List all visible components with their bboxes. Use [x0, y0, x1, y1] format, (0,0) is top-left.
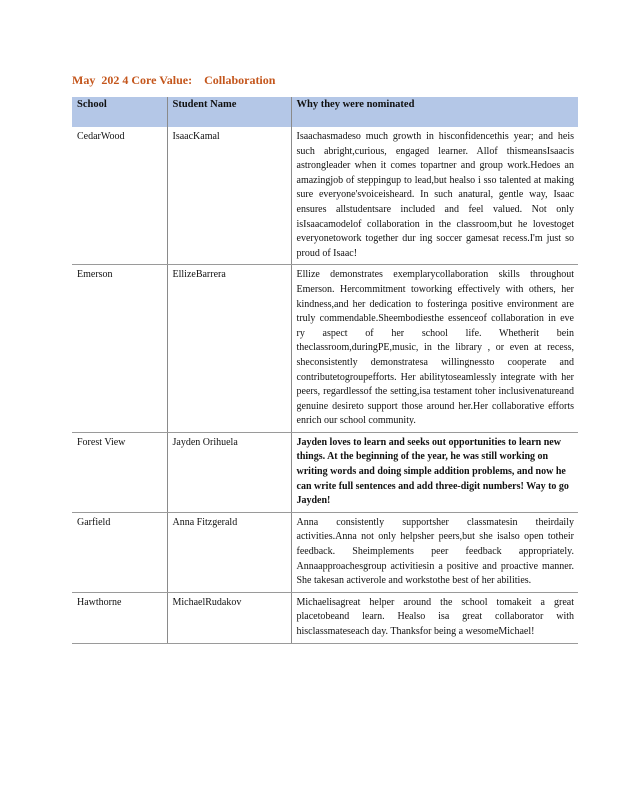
header-why-nominated: Why they were nominated: [291, 97, 578, 127]
school-cell: Hawthorne: [72, 592, 167, 643]
table-row: [72, 265, 578, 433]
nominations-table: [72, 97, 578, 644]
table-row: [72, 127, 578, 265]
school-cell: Garfield: [72, 512, 167, 592]
header-row: [72, 97, 578, 127]
table-row: [72, 432, 578, 512]
header-school: School: [72, 97, 167, 127]
student-name-cell: Anna Fitzgerald: [167, 512, 291, 592]
nomination-reason-cell: Isaachasmadeso much growth in hisconfidencethis year; and heis such abright,curious, engaged learner. Allof thismeansIsaacis astrongleader when it comes topartner and group work.Hedoes an amazingjob of steppingup to lead,but healso i sso talented at making sure everyone'svoiceisheard. In such anatural, gentle way, Isaac ensures allstudentsare included and feel valued. Not only isIsaacamodelof collaboration in the classroom,but he lovestoget everyonetowork together dur ing soccer gamesat recess.I'm just so proud of Isaac!: [291, 127, 578, 265]
nomination-reason-cell: Michaelisagreat helper around the school tomakeit a great placetobeand learn. Healso isa great collaborator with hisclassmateseach day. Thanksfor being a wesomeMichael!: [291, 592, 578, 643]
table-header: [72, 97, 578, 127]
student-name-cell: IsaacKamal: [167, 127, 291, 265]
student-name-cell: Jayden Orihuela: [167, 432, 291, 512]
student-name-cell: EllizeBarrera: [167, 265, 291, 433]
nomination-reason-cell: Jayden loves to learn and seeks out opportunities to learn new things. At the beginning of the year, he was still working on writing words and doing simple addition problems, and now he can write full sentences and add three-digit numbers! Way to go Jayden!: [291, 432, 578, 512]
school-cell: Forest View: [72, 432, 167, 512]
nomination-reason-cell: Anna consistently supportsher classmatesin theirdaily activities.Anna not only helpsher peers,but she isalso open totheir feedback. Sheimplements peer feedback appropriately. Annaapproachesgroup activitiesin a positive and proactive manner. She takesan activerole and workstothe best of her abilities.: [291, 512, 578, 592]
nomination-reason-cell: Ellize demonstrates exemplarycollaboration skills throughout Emerson. Hercommitment toworking effectively with others, her kindness,and her dedication to fosteringa positive environment are truly commendable.Sheembodiesthe essenceof collaboration in eve ry aspect of her school life. Whetherit bein theclassroom,duringPE,music, in the library , or even at recess, sheconsistently demonstratesa willingnessto cooperate and contributetogroupefforts. Her abilitytoseamlessly integrate with her peers, regardlessof the setting,isa testament toher inclusivenatureand genuine desireto support those around her.Her collaborative efforts enrich our school community.: [291, 265, 578, 433]
document-title: May 202 4 Core Value: Collaboration: [72, 73, 276, 87]
table-row: [72, 592, 578, 643]
student-name-cell: MichaelRudakov: [167, 592, 291, 643]
table-row: [72, 512, 578, 592]
school-cell: Emerson: [72, 265, 167, 433]
header-student-name: Student Name: [167, 97, 291, 127]
school-cell: CedarWood: [72, 127, 167, 265]
